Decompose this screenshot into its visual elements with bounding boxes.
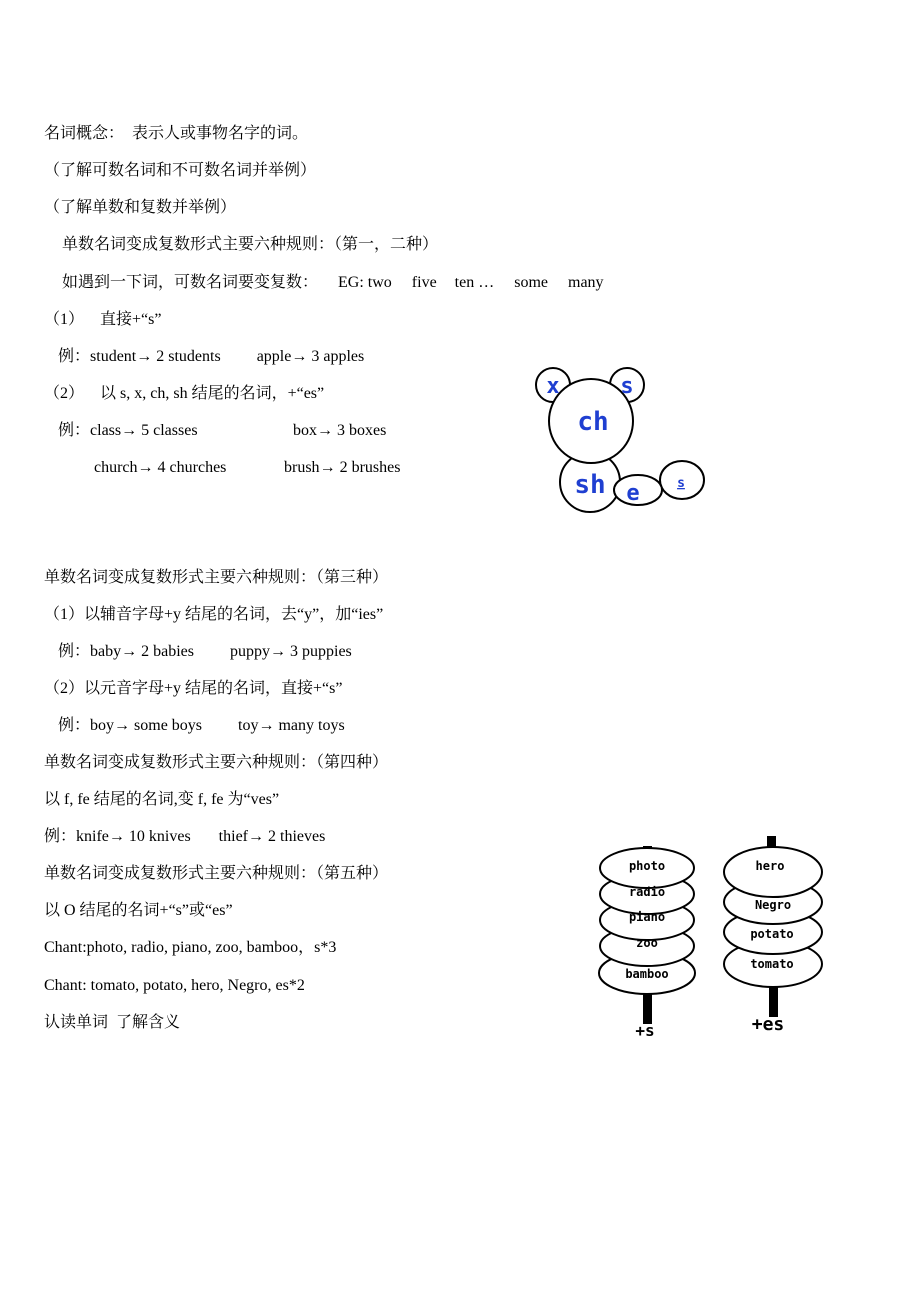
tail-letter: s — [677, 476, 685, 491]
rule-3-part2: （2）以元音字母+y 结尾的名词，直接+“s” — [44, 680, 343, 697]
bear-diagram — [530, 360, 715, 520]
noun-definition: 名词概念： 表示人或事物名字的词。 — [44, 125, 309, 142]
trigger-word: EG: two — [338, 274, 392, 291]
rule-1-examples — [58, 347, 364, 367]
rule-title-3: 单数名词变成复数形式主要六种规则：（第三种） — [44, 569, 389, 586]
arrow-glyph: → — [136, 348, 153, 365]
example-to: 2 babies — [141, 643, 194, 660]
arrow-glyph: → — [317, 422, 333, 439]
example-to: some boys — [134, 717, 203, 734]
rule-3-examples2 — [58, 716, 345, 736]
trigger-words-line — [62, 273, 604, 293]
rule-2-examples-row1 — [58, 421, 198, 441]
example-from: brush — [284, 459, 320, 476]
example-from: student — [90, 348, 137, 365]
rule-title-4: 单数名词变成复数形式主要六种规则：（第四种） — [44, 754, 389, 771]
arrow-glyph: → — [108, 828, 125, 845]
rule-4-text: 以 f, fe 结尾的名词,变 f, fe 为“ves” — [44, 791, 280, 808]
example-from: thief — [218, 828, 248, 845]
rule-5-text: 以 O 结尾的名词+“s”或“es” — [44, 902, 233, 919]
example-to: 3 apples — [311, 348, 365, 365]
example-to: 4 churches — [157, 459, 227, 476]
stack-es-diagram — [720, 832, 830, 1042]
trigger-word: some — [514, 274, 548, 291]
example-to: 2 students — [156, 348, 221, 365]
trigger-word: five — [411, 274, 437, 291]
head-letters: ch — [577, 407, 609, 437]
stack-es-label: +es — [751, 1014, 785, 1035]
left-ear-letter: x — [546, 374, 560, 399]
rule-4-examples — [44, 827, 325, 847]
example-from: church — [94, 459, 138, 476]
arrow-glyph: → — [137, 459, 154, 476]
trigger-intro: 如遇到一下词，可数名词要变复数： — [62, 274, 319, 291]
note-countable: （了解可数名词和不可数名词并举例） — [44, 162, 317, 179]
body-letters: sh — [574, 470, 606, 500]
arrow-glyph: → — [121, 643, 138, 660]
arrow-glyph: → — [258, 717, 275, 734]
example-label: 例： — [44, 828, 77, 845]
closing-instruction: 认读单词 了解含义 — [44, 1014, 181, 1031]
rule-2-example-brush — [284, 458, 400, 478]
example-to: 5 classes — [141, 422, 198, 439]
example-to: 2 thieves — [268, 828, 326, 845]
rule-1-text: 直接+“s” — [100, 311, 162, 328]
example-to: 10 knives — [128, 828, 191, 845]
chant-es: Chant: tomato, potato, hero, Negro, es*2 — [44, 977, 305, 994]
note-singular-plural: （了解单数和复数并举例） — [44, 199, 237, 216]
stack-es-word: potato — [750, 927, 794, 941]
right-ear-letter: s — [620, 374, 634, 399]
example-from: puppy — [230, 643, 270, 660]
example-to: 2 brushes — [339, 459, 401, 476]
stack-s-bottom-post — [643, 992, 652, 1024]
example-from: boy — [90, 717, 115, 734]
arrow-glyph: → — [270, 643, 286, 660]
example-to: many toys — [278, 717, 345, 734]
example-from: apple — [256, 348, 292, 365]
example-from: box — [293, 422, 317, 439]
rule-3-part1: （1）以辅音字母+y 结尾的名词，去“y”，加“ies” — [44, 606, 384, 623]
example-to: 3 boxes — [337, 422, 387, 439]
arrow-glyph: → — [121, 422, 138, 439]
rule-1-number: （1） — [44, 311, 85, 328]
trigger-word: ten … — [454, 274, 495, 291]
rule-2-text: 以 s, x, ch, sh 结尾的名词，+“es” — [100, 385, 325, 402]
stack-s-label: +s — [635, 1021, 655, 1040]
rule-2-examples-row2 — [94, 458, 226, 478]
example-label: 例： — [58, 643, 91, 660]
rule-2-number: （2） — [44, 385, 85, 402]
rule-2-line — [44, 384, 324, 404]
stack-s-word: bamboo — [625, 967, 669, 981]
rule-2-example-box — [293, 421, 386, 441]
stack-s-word: zoo — [636, 936, 658, 950]
rule-title-5: 单数名词变成复数形式主要六种规则：（第五种） — [44, 865, 389, 882]
stack-s-word: radio — [628, 885, 666, 899]
stack-s-diagram — [593, 832, 703, 1042]
example-label: 例： — [58, 717, 91, 734]
stack-es-bottom-post — [769, 984, 778, 1017]
arrow-glyph: → — [248, 828, 264, 845]
example-from: baby — [90, 643, 122, 660]
rule-3-examples1 — [58, 642, 352, 662]
stack-s-word: piano — [628, 910, 666, 924]
arrow-glyph: → — [114, 717, 131, 734]
stack-es-word: hero — [755, 859, 785, 873]
example-from: knife — [76, 828, 109, 845]
small-letter: e — [626, 481, 640, 506]
example-from: toy — [238, 717, 259, 734]
rule-title-1-2: 单数名词变成复数形式主要六种规则：（第一，二种） — [62, 236, 439, 253]
stack-es-word: Negro — [754, 898, 792, 912]
stack-s-word: photo — [628, 859, 666, 873]
example-label: 例： — [58, 422, 91, 439]
rule-1-line — [44, 310, 161, 330]
stack-es-word: tomato — [750, 957, 794, 971]
chant-s: Chant:photo, radio, piano, zoo, bamboo，s*3 — [44, 939, 337, 956]
arrow-glyph: → — [291, 348, 308, 365]
example-label: 例： — [58, 348, 91, 365]
example-to: 3 puppies — [290, 643, 352, 660]
arrow-glyph: → — [319, 459, 336, 476]
trigger-word: many — [568, 274, 604, 291]
example-from: class — [90, 422, 122, 439]
